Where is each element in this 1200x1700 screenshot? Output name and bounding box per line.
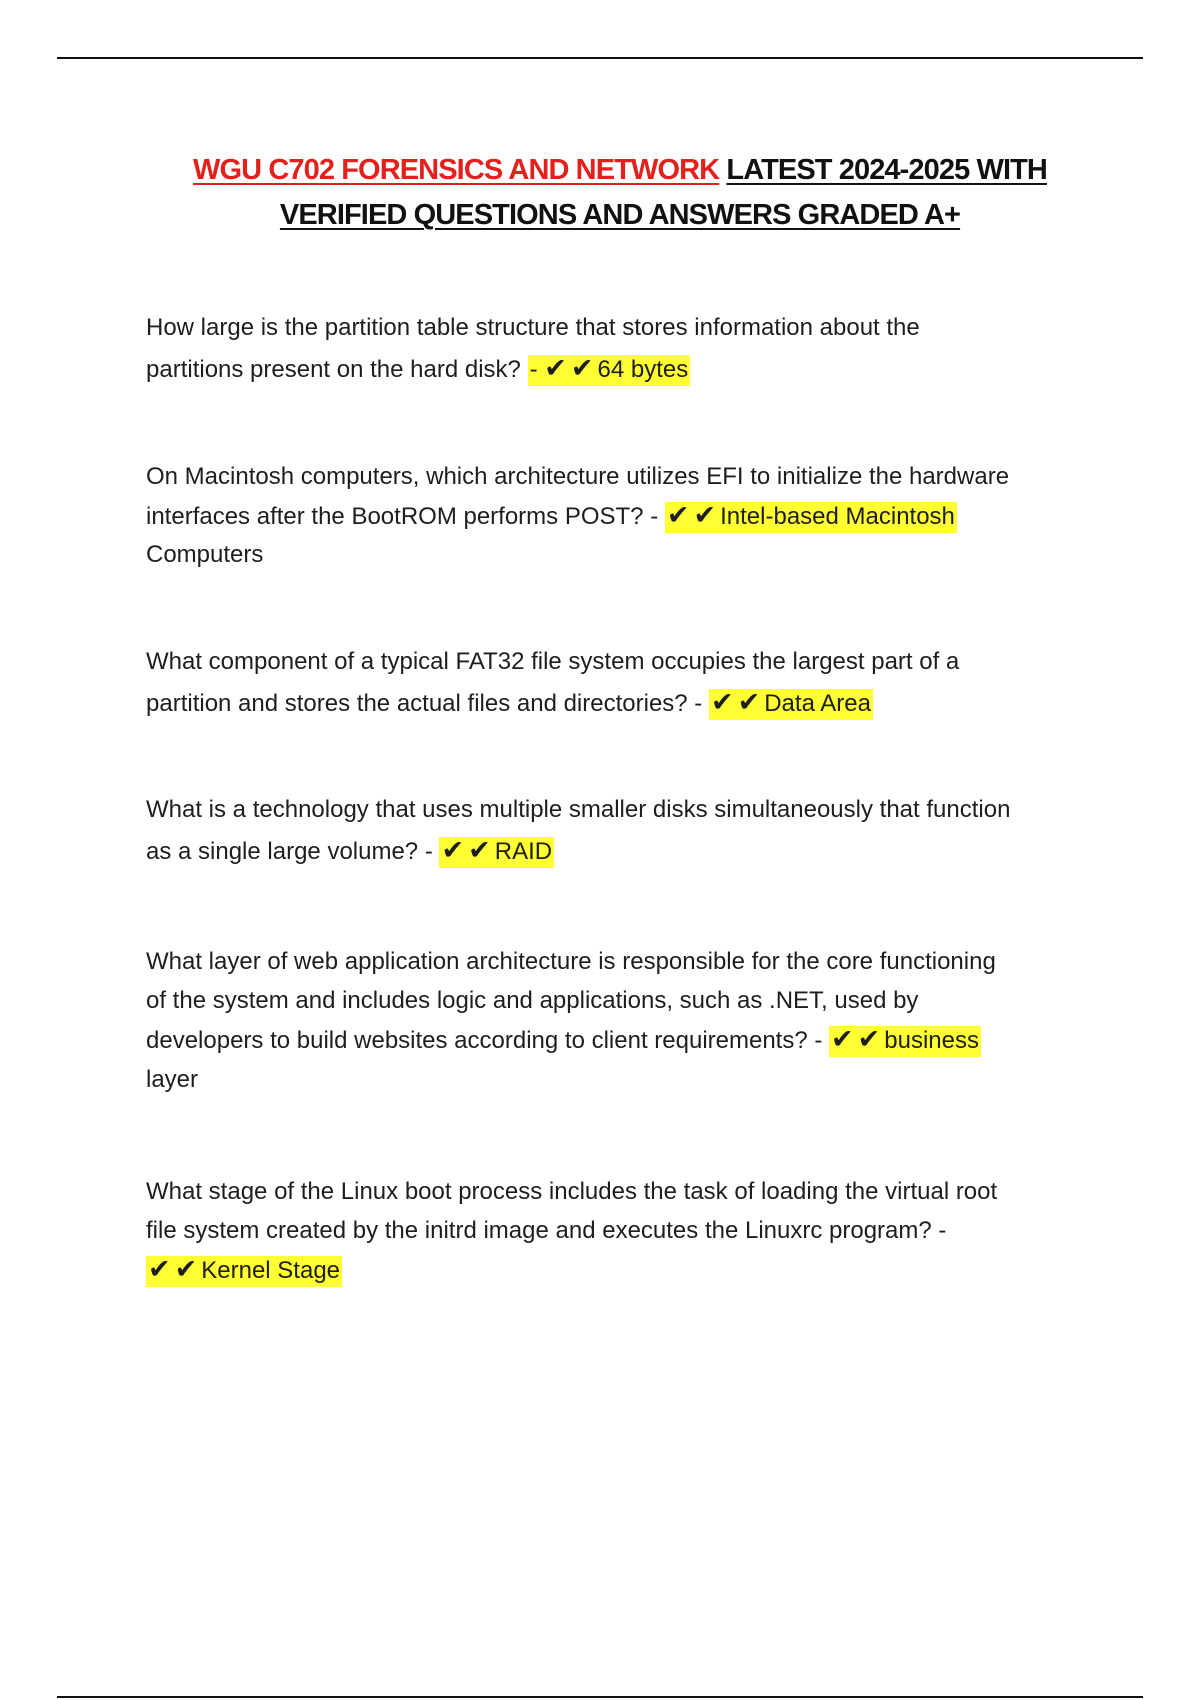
question-text: partition and stores the actual files and directories? - <box>146 690 709 717</box>
qa-item-1 <box>146 308 1146 390</box>
answer-tail: Computers <box>146 541 264 568</box>
bottom-rule <box>57 1696 1143 1698</box>
separator: - <box>529 356 538 383</box>
question-text: developers to build websites according to client requirements? - <box>146 1027 830 1054</box>
top-rule <box>57 57 1143 59</box>
check-icon: ✔ <box>710 687 734 717</box>
answer-text: 64 bytes <box>597 356 689 383</box>
answer-text: Intel-based Macintosh <box>720 503 955 530</box>
question-text: What stage of the Linux boot process includes the task of loading the virtual root <box>146 1178 998 1205</box>
check-icon: ✔ <box>174 1254 198 1284</box>
qa-item-5 <box>146 942 1146 1099</box>
check-icon: ✔ <box>544 353 567 383</box>
answer-text: Kernel Stage <box>201 1257 341 1284</box>
check-icon: ✔ <box>831 1024 854 1054</box>
answer-highlight <box>829 1026 981 1057</box>
title-line-2: VERIFIED QUESTIONS AND ANSWERS GRADED A+ <box>279 199 961 231</box>
question-text: of the system and includes logic and applications, such as .NET, used by <box>146 987 919 1014</box>
title-red-part: WGU C702 FORENSICS AND NETWORK <box>193 154 720 186</box>
title-black-part: LATEST 2024-2025 WITH <box>726 154 1047 186</box>
answer-highlight <box>439 837 554 868</box>
check-icon: ✔ <box>148 1254 171 1284</box>
answer-highlight <box>146 1256 342 1287</box>
answer-text: Data Area <box>764 690 871 717</box>
question-text: interfaces after the BootROM performs POST? - <box>146 503 665 530</box>
qa-item-6 <box>146 1172 1146 1290</box>
question-text: On Macintosh computers, which architecture utilizes EFI to initialize the hardware <box>146 463 1010 490</box>
question-text: What component of a typical FAT32 file system occupies the largest part of a <box>146 648 960 675</box>
answer-tail: layer <box>146 1066 199 1093</box>
question-text: What is a technology that uses multiple smaller disks simultaneously that function <box>146 796 1011 823</box>
question-text: partitions present on the hard disk? <box>146 356 528 383</box>
qa-item-2 <box>146 458 1146 574</box>
question-text: How large is the partition table structure that stores information about the <box>146 314 920 341</box>
answer-text: RAID <box>494 838 553 865</box>
question-text: as a single large volume? - <box>146 838 440 865</box>
answer-highlight <box>665 502 957 533</box>
check-icon: ✔ <box>857 1024 881 1054</box>
question-text: file system created by the initrd image and executes the Linuxrc program? - <box>146 1217 947 1244</box>
check-icon: ✔ <box>441 835 465 865</box>
document-title <box>110 148 1130 238</box>
answer-text: business <box>884 1027 980 1054</box>
answer-highlight <box>528 355 691 386</box>
check-icon: ✔ <box>570 353 594 383</box>
check-icon: ✔ <box>666 500 690 530</box>
check-icon: ✔ <box>693 500 717 530</box>
qa-item-4 <box>146 790 1146 872</box>
answer-highlight <box>709 689 873 720</box>
qa-item-3 <box>146 642 1146 724</box>
question-text: What layer of web application architecture is responsible for the core functioning <box>146 948 996 975</box>
check-icon: ✔ <box>468 835 491 865</box>
check-icon: ✔ <box>737 687 761 717</box>
